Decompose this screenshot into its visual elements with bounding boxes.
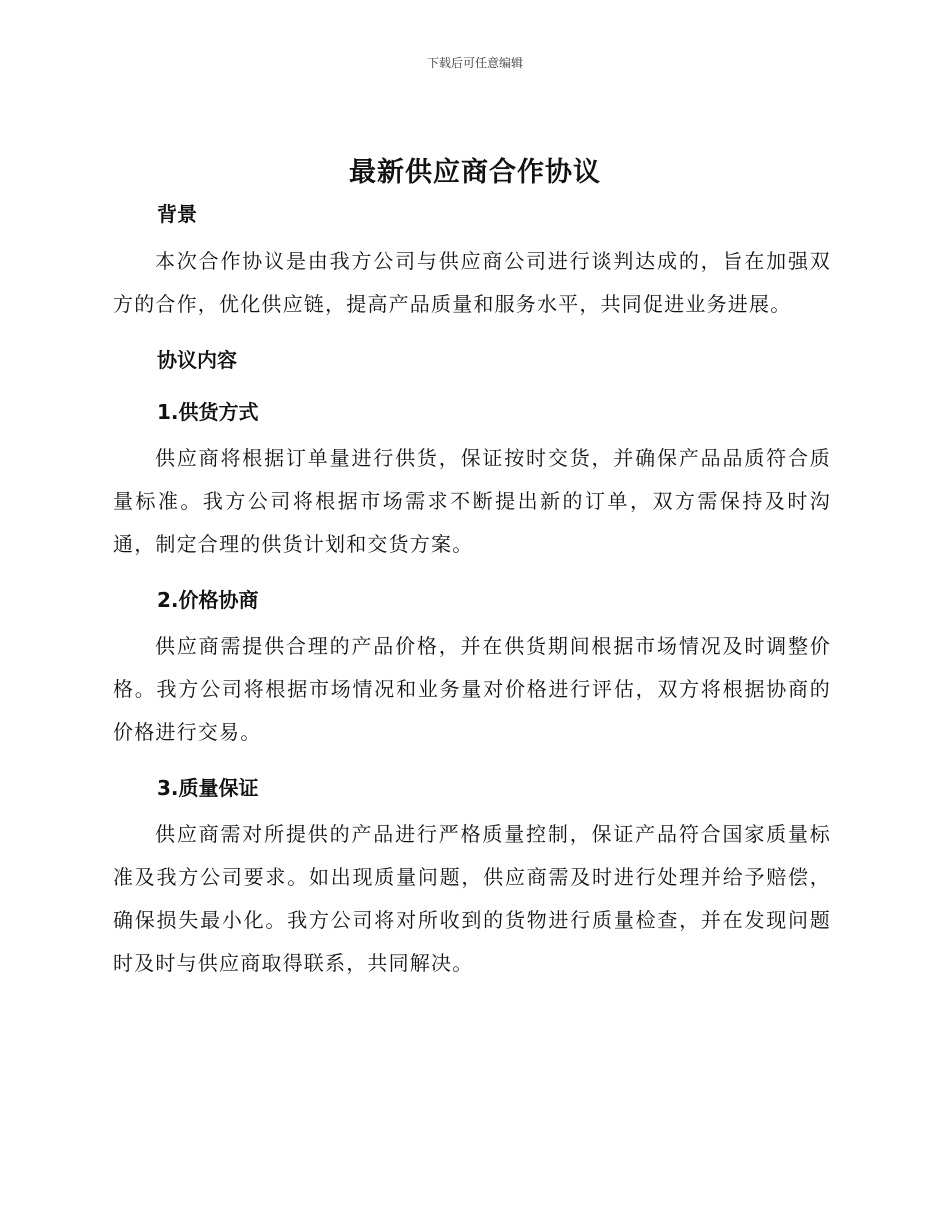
section-heading-content: 协议内容: [157, 348, 237, 372]
paragraph-background: 本次合作协议是由我方公司与供应商公司进行谈判达成的，旨在加强双方的合作，优化供应链，提高产品质量和服务水平，共同促进业务进展。: [113, 249, 831, 316]
header-note: 下载后可任意编辑: [426, 56, 523, 70]
section-heading-background: 背景: [157, 202, 197, 226]
paragraph-price: 供应商需提供合理的产品价格，并在供货期间根据市场情况及时调整价格。我方公司将根据市场情况和业务量对价格进行评估，双方将根据协商的价格进行交易。: [113, 634, 831, 744]
document-title: 最新供应商合作协议: [349, 157, 601, 188]
paragraph-supply: 供应商将根据订单量进行供货，保证按时交货，并确保产品品质符合质量标准。我方公司将根据市场需求不断提出新的订单，双方需保持及时沟通，制定合理的供货计划和交货方案。: [113, 446, 831, 556]
paragraph-quality: 供应商需对所提供的产品进行严格质量控制，保证产品符合国家质量标准及我方公司要求。如出现质量问题，供应商需及时进行处理并给予赔偿，确保损失最小化。我方公司将对所收到的货物进行质量检查，并在发现问题时及时与供应商取得联系，共同解决。: [113, 822, 831, 975]
section-heading-quality: 3.质量保证: [157, 776, 259, 800]
section-heading-price: 2.价格协商: [157, 588, 259, 612]
section-heading-supply: 1.供货方式: [157, 400, 259, 424]
